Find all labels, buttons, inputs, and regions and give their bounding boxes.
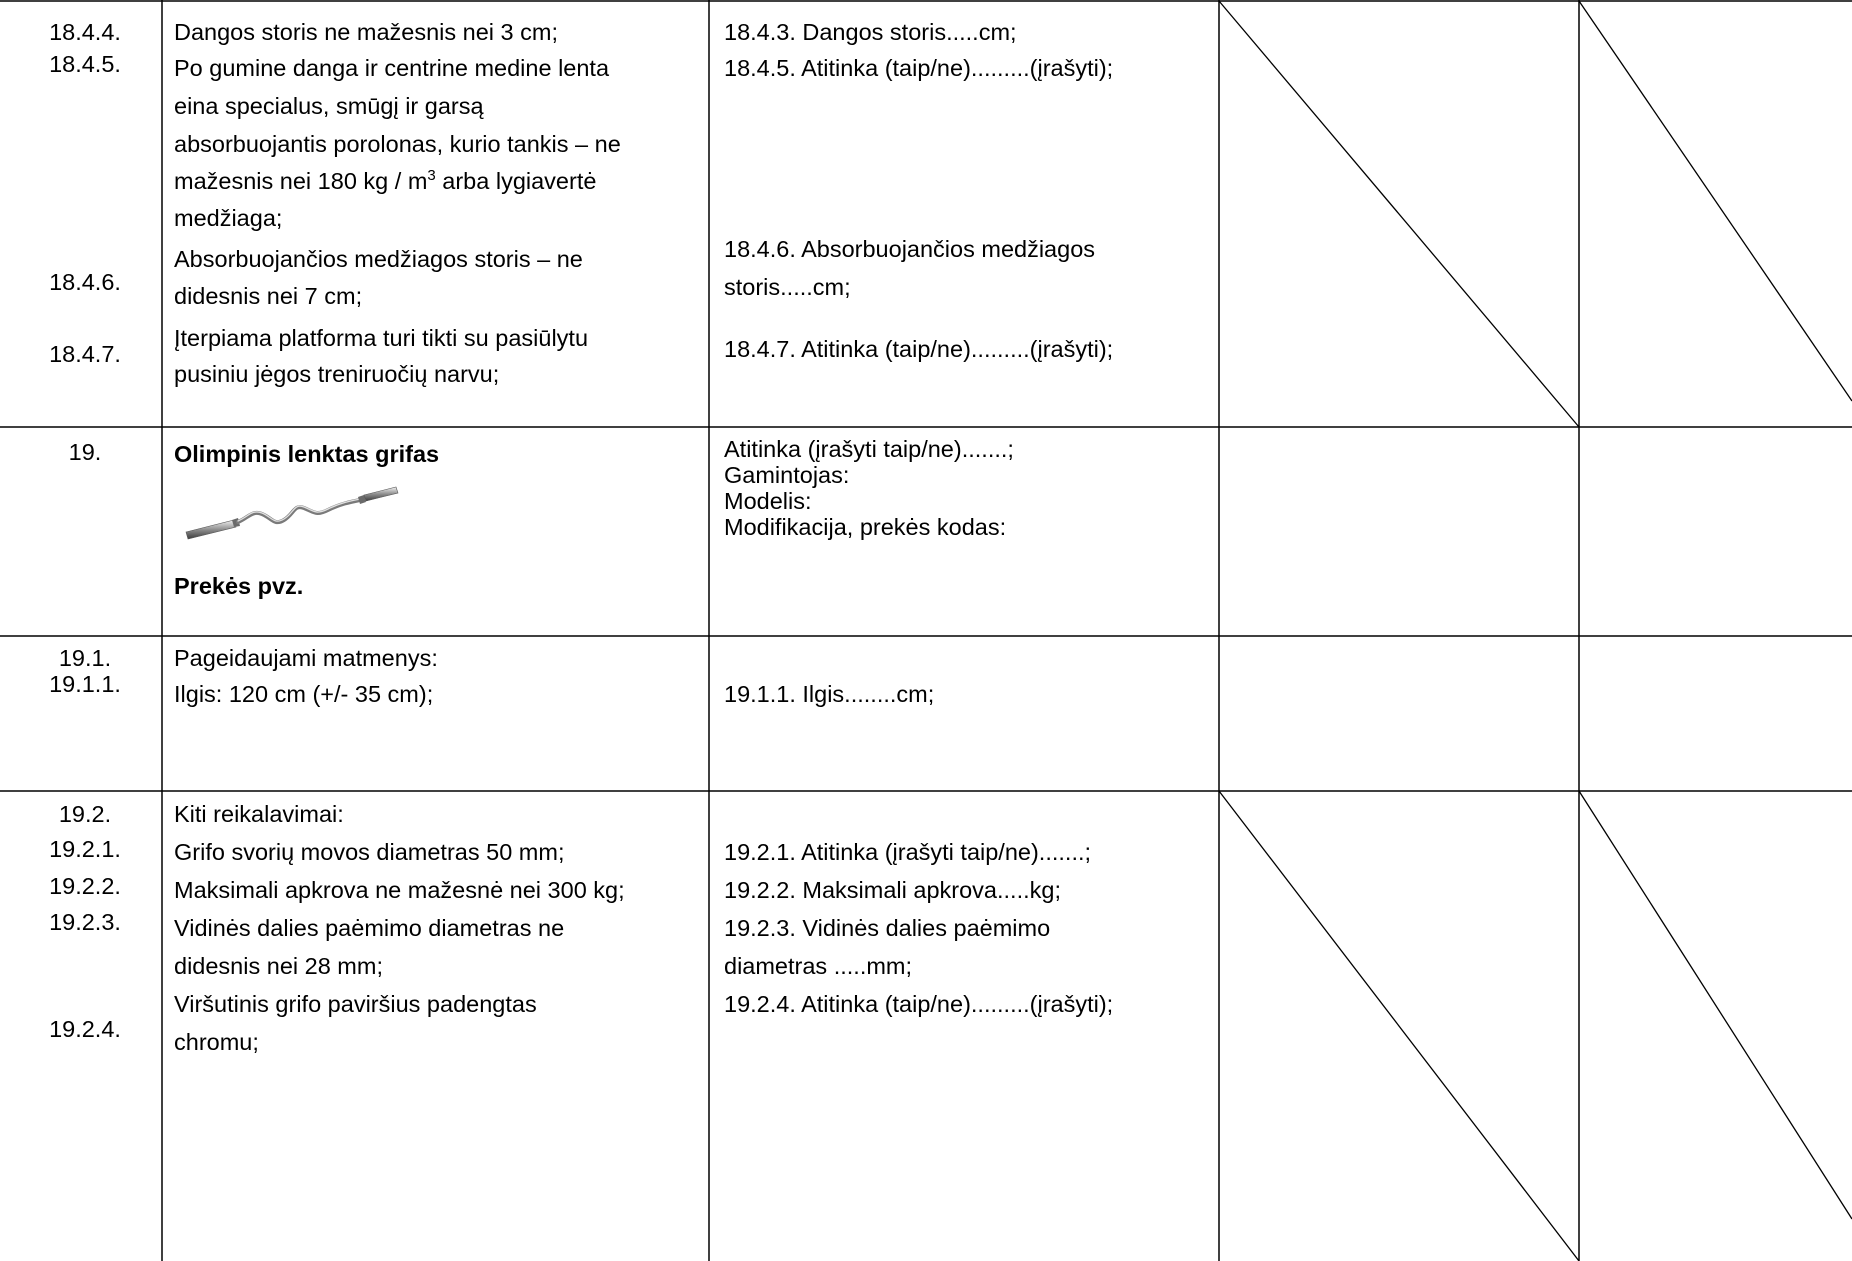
requirement-text: mažesnis nei 180 kg / $m^3$ arba lygiavertė (174, 167, 597, 194)
requirement-text: didesnis nei 28 mm; (174, 953, 383, 979)
requirement-text: Įterpiama platforma turi tikti su pasiūlytu (174, 325, 589, 351)
offer-text: 19.2.2. Maksimali apkrova.....kg; (724, 877, 1061, 903)
requirement-text: Dangos storis ne mažesnis nei 3 cm; (174, 19, 558, 45)
offer-text: Atitinka (įrašyti taip/ne).......; (724, 436, 1014, 462)
requirement-text: eina specialus, smūgį ir garsą (174, 93, 484, 119)
offer-text: diametras .....mm; (724, 953, 913, 979)
row-number: 19.2.3. (49, 909, 121, 935)
requirement-text: Po gumine danga ir centrine medine lenta (174, 55, 610, 81)
row-number: 19. (68, 439, 102, 465)
row-number: 18.4.5. (49, 51, 121, 77)
row-number: 19.2.2. (49, 873, 121, 899)
image-caption: Prekės pvz. (174, 573, 304, 599)
offer-text: 19.1.1. Ilgis........cm; (724, 681, 935, 707)
offer-text: 19.2.4. Atitinka (taip/ne).........(įrašyti); (724, 991, 1114, 1017)
offer-text: Modifikacija, prekės kodas: (724, 514, 1007, 540)
requirement-text: chromu; (174, 1029, 259, 1055)
requirement-text: Absorbuojančios medžiagos storis – ne (174, 246, 583, 272)
offer-text: Modelis: (724, 488, 812, 514)
row-number: 18.4.6. (49, 269, 121, 295)
offer-text: 18.4.6. Absorbuojančios medžiagos (724, 236, 1096, 262)
row-number: 19.1.1. (49, 671, 121, 697)
offer-text: Gamintojas: (724, 462, 850, 488)
offer-text: 18.4.7. Atitinka (taip/ne).........(įrašyti); (724, 336, 1114, 362)
diagonal-strike (1579, 1, 1852, 401)
requirement-text: Vidinės dalies paėmimo diametras ne (174, 915, 565, 941)
requirement-text: Maksimali apkrova ne mažesnė nei 300 kg; (174, 877, 625, 903)
diagonal-strike (1219, 791, 1579, 1261)
requirement-text: Grifo svorių movos diametras 50 mm; (174, 839, 565, 865)
requirement-text: Kiti reikalavimai: (174, 801, 344, 827)
curl-barbell-image (182, 480, 402, 540)
offer-text: 18.4.3. Dangos storis.....cm; (724, 19, 1017, 45)
offer-text: 19.2.1. Atitinka (įrašyti taip/ne).......; (724, 839, 1092, 865)
offer-text: 18.4.5. Atitinka (taip/ne).........(įrašyti); (724, 55, 1114, 81)
requirement-text: medžiaga; (174, 205, 283, 231)
row-number: 19.1. (58, 645, 112, 671)
offer-text: 19.2.3. Vidinės dalies paėmimo (724, 915, 1051, 941)
row-number: 19.2.1. (49, 836, 121, 862)
row-number: 18.4.4. (49, 19, 121, 45)
row-number: 19.2. (58, 801, 112, 827)
row-number: 18.4.7. (49, 341, 121, 367)
requirement-text: Pageidaujami matmenys: (174, 645, 438, 671)
requirement-text: Ilgis: 120 cm (+/- 35 cm); (174, 681, 434, 707)
requirement-text: Viršutinis grifo paviršius padengtas (174, 991, 537, 1017)
item-title: Olimpinis lenktas grifas (174, 441, 440, 467)
diagonal-strike (1579, 791, 1852, 1219)
row-number: 19.2.4. (49, 1016, 121, 1042)
diagonal-strike (1219, 1, 1579, 427)
requirement-text: absorbuojantis porolonas, kurio tankis – ne (174, 131, 621, 157)
requirement-text: pusiniu jėgos treniruočių narvu; (174, 361, 500, 387)
requirement-text: didesnis nei 7 cm; (174, 283, 363, 309)
offer-text: storis.....cm; (724, 274, 851, 300)
